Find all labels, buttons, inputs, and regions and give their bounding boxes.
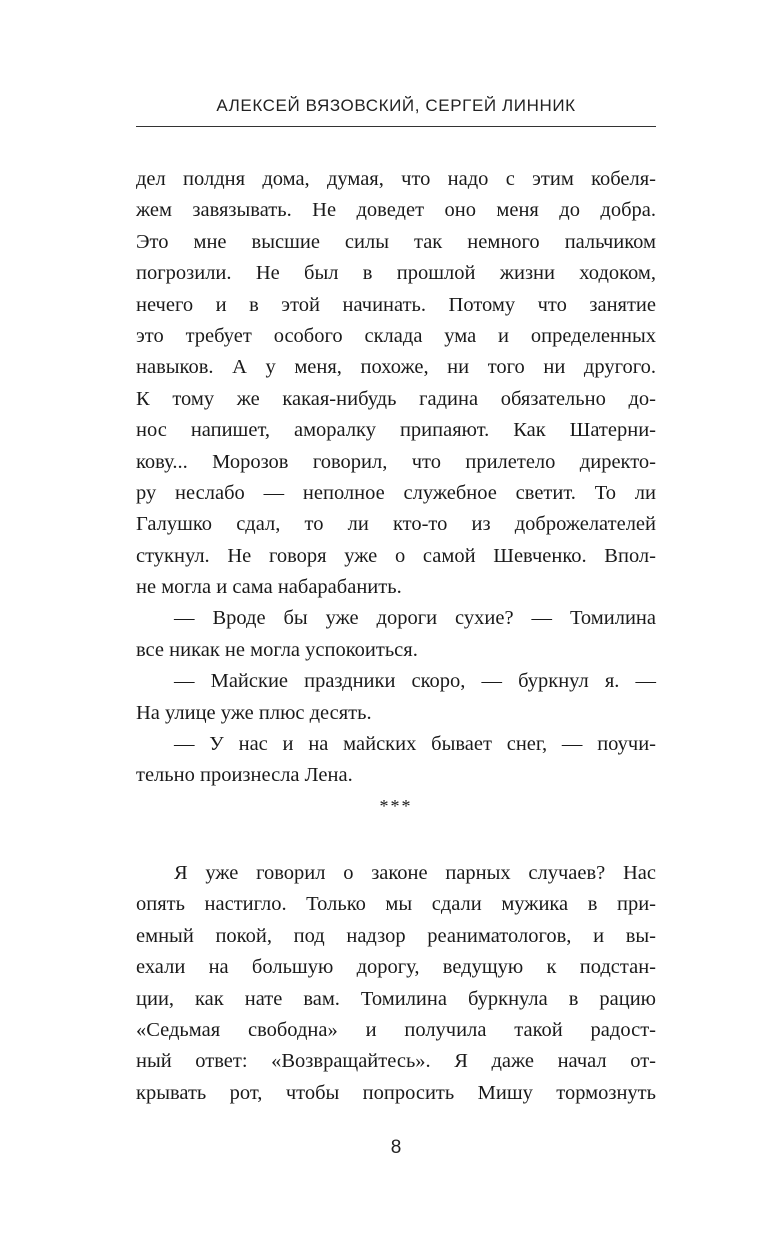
header-rule bbox=[136, 126, 656, 127]
running-header: АЛЕКСЕЙ ВЯЗОВСКИЙ, СЕРГЕЙ ЛИННИК bbox=[216, 96, 576, 115]
dialogue-line: — У нас и на майских бывает снег, — поучи- bbox=[174, 733, 656, 756]
dialogue-line: — Майские праздники скоро, — буркнул я. — bbox=[174, 670, 656, 693]
text-line: ции, как нате вам. Томилина буркнула в рацию bbox=[136, 987, 656, 1010]
text-line: нечего и в этой начинать. Потому что занятие bbox=[136, 293, 656, 316]
dialogue-line: — Вроде бы уже дороги сухие? — Томилина bbox=[174, 607, 656, 630]
paragraph-first-line: Я уже говорил о законе парных случаев? Нас bbox=[174, 862, 656, 884]
text-line: это требует особого склада ума и определенных bbox=[136, 324, 656, 347]
page-number: 8 bbox=[390, 1137, 402, 1158]
body-text-section-1 bbox=[136, 164, 656, 792]
text-line: кову... Морозов говорил, что прилетело директо- bbox=[136, 450, 656, 473]
text-line: все никак не могла успокоиться. bbox=[136, 638, 418, 661]
text-line: Это мне высшие силы так немного пальчиком bbox=[136, 230, 656, 253]
body-text-section-2 bbox=[136, 858, 656, 1109]
text-line: емный покой, под надзор реаниматологов, и вы- bbox=[136, 924, 656, 947]
section-separator: *** bbox=[379, 796, 413, 816]
text-line: ру неслабо — неполное служебное светит. То ли bbox=[136, 481, 656, 504]
text-line: дел полдня дома, думая, что надо с этим кобеля- bbox=[136, 168, 656, 190]
text-line: «Седьмая свободна» и получила такой радост- bbox=[136, 1018, 656, 1041]
text-line: не могла и сама набарабанить. bbox=[136, 576, 402, 599]
text-line: навыков. А у меня, похоже, ни того ни другого. bbox=[136, 356, 656, 379]
text-line: стукнул. Не говоря уже о самой Шевченко. Впол- bbox=[136, 544, 656, 567]
text-line: тельно произнесла Лена. bbox=[136, 764, 353, 787]
text-line: жем завязывать. Не доведет оно меня до добра. bbox=[136, 199, 656, 222]
text-line: крывать рот, чтобы попросить Мишу тормознуть bbox=[136, 1081, 656, 1104]
text-line: Галушко сдал, то ли кто-то из доброжелателей bbox=[136, 513, 656, 536]
text-line: ный ответ: «Возвращайтесь». Я даже начал от- bbox=[136, 1050, 656, 1073]
text-line: нос напишет, аморалку припаяют. Как Шатерни- bbox=[136, 419, 656, 442]
text-line: опять настигло. Только мы сдали мужика в при- bbox=[136, 893, 656, 916]
text-line: погрозили. Не был в прошлой жизни ходоком, bbox=[136, 262, 656, 285]
text-line: ехали на большую дорогу, ведущую к подстан- bbox=[136, 956, 656, 979]
text-line: К тому же какая-нибудь гадина обязательно до- bbox=[136, 387, 656, 410]
text-line: На улице уже плюс десять. bbox=[136, 701, 372, 724]
